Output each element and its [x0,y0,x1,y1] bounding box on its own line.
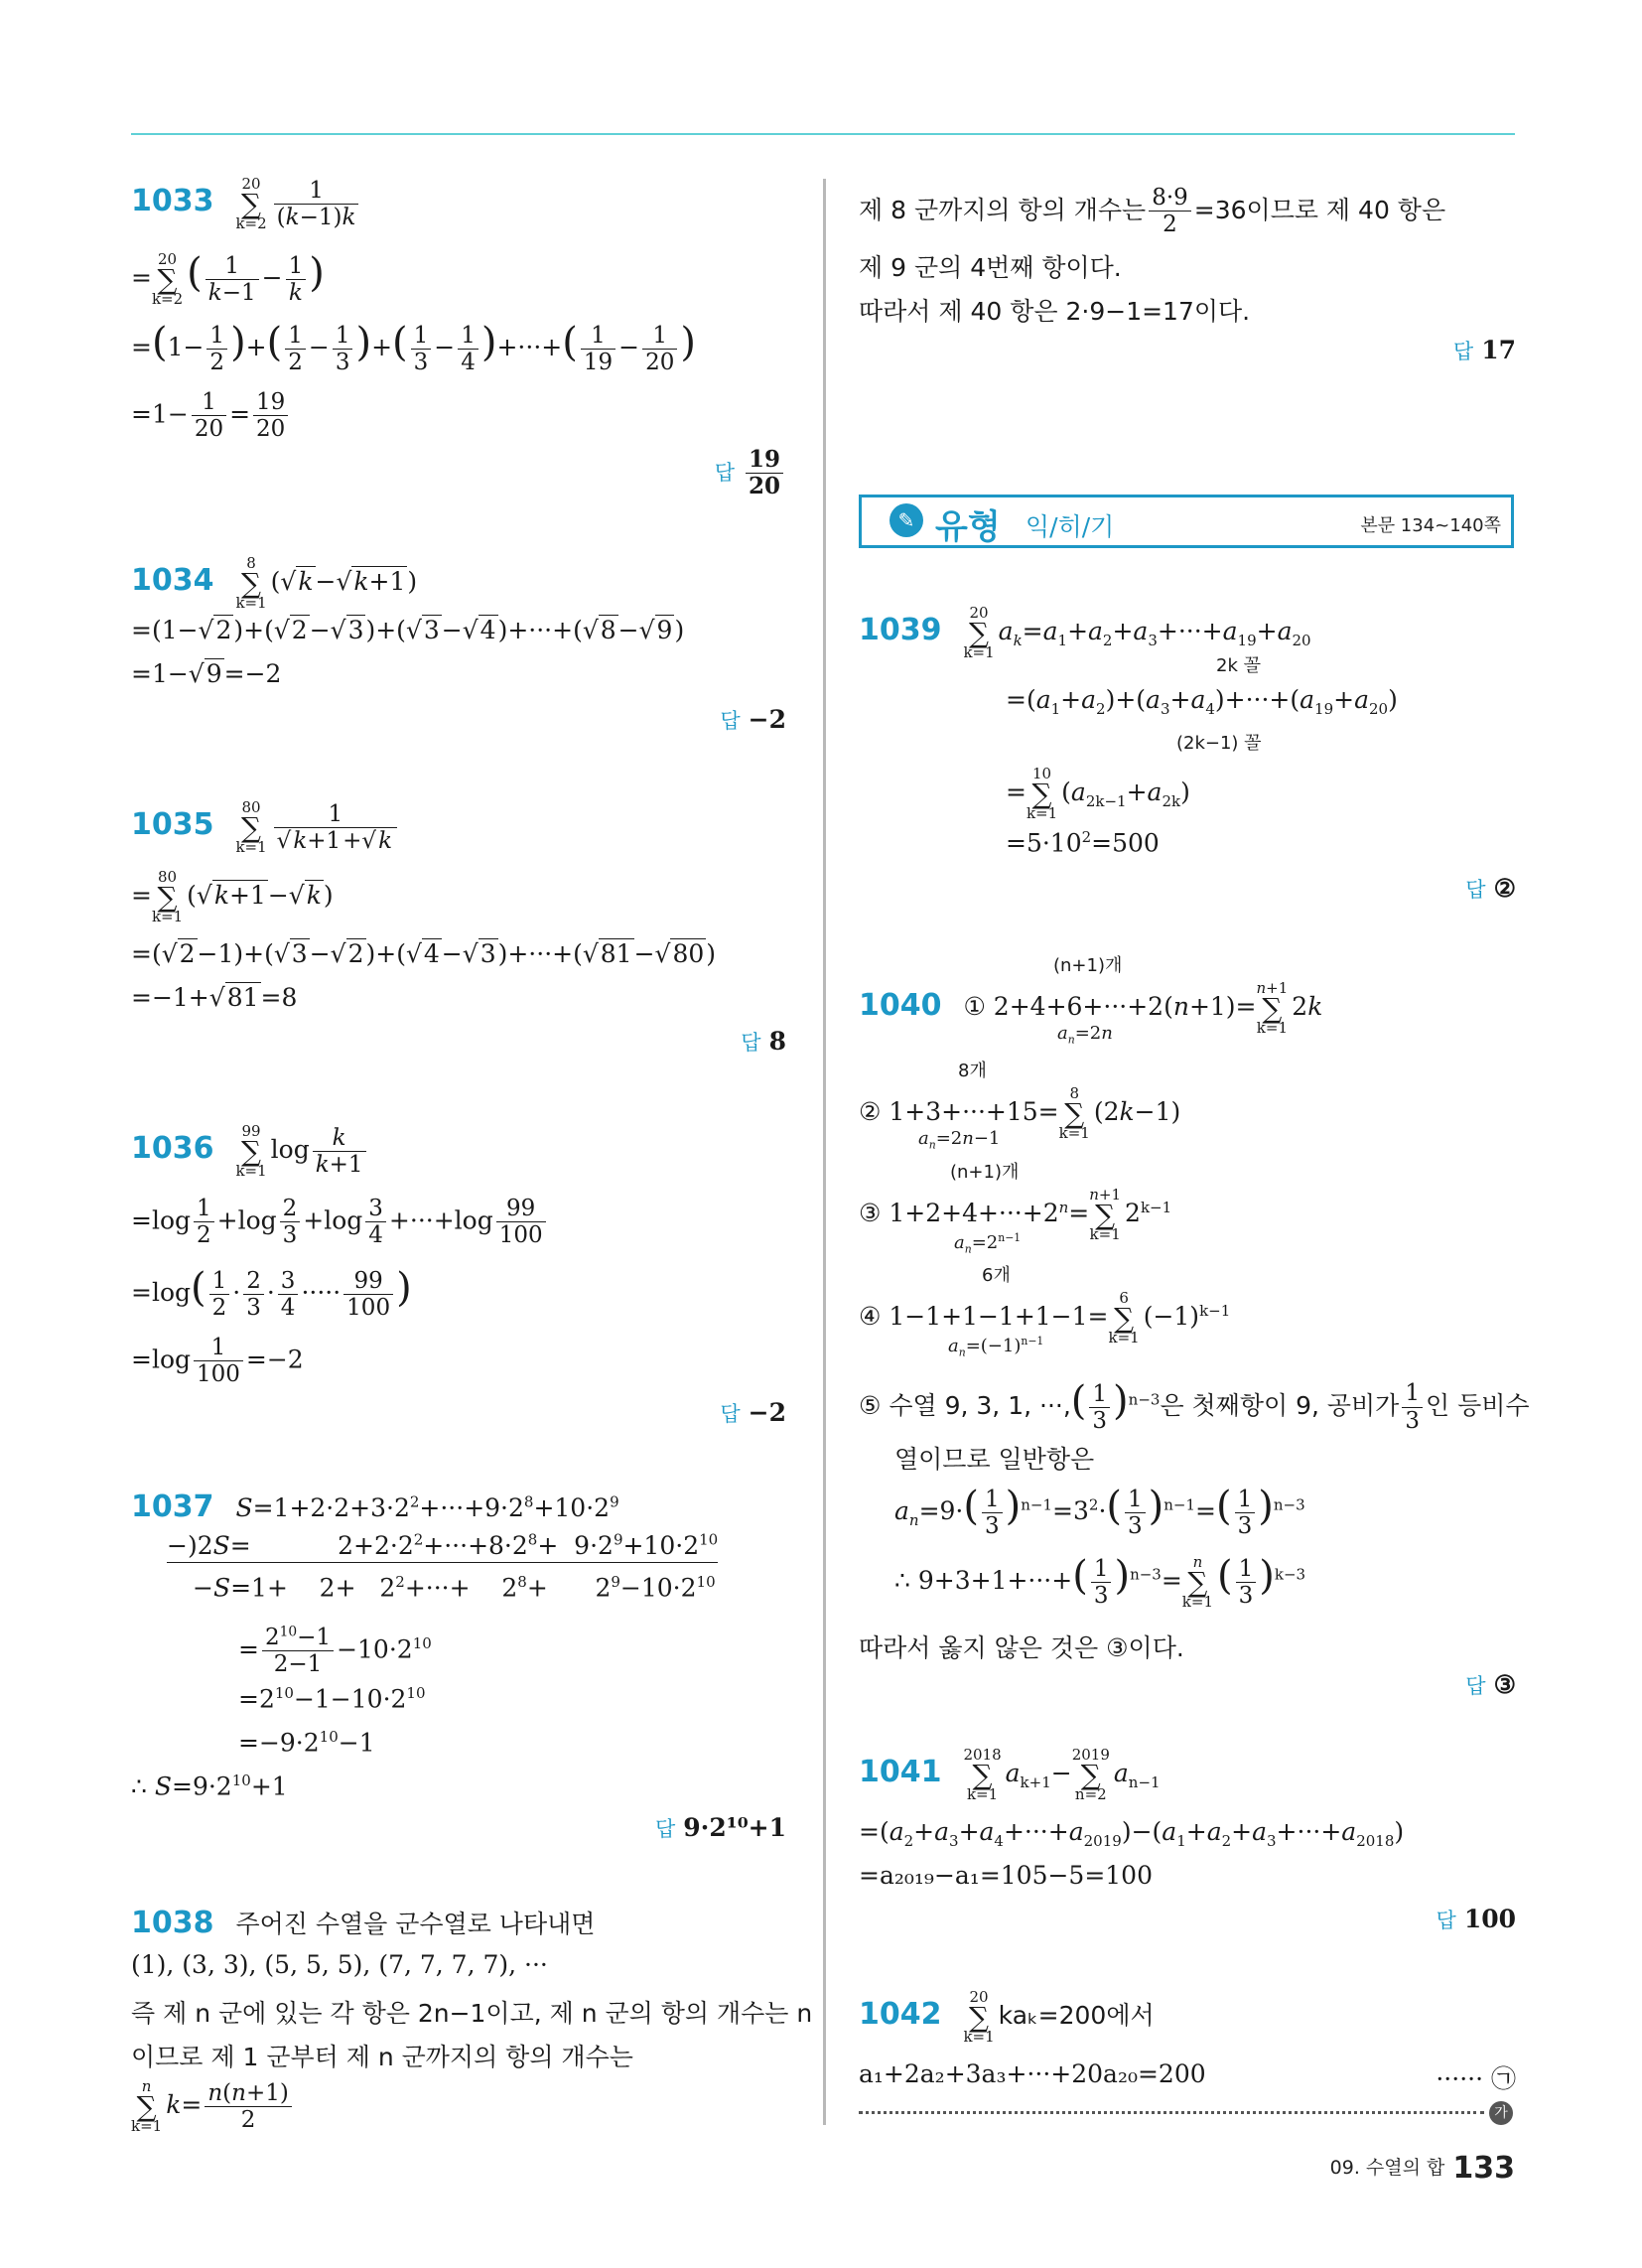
problem-1038-line4: 이므로 제 1 군부터 제 n 군까지의 항의 개수는 [131,2043,633,2071]
problem-1042-line2: a₁+2a₂+3a₃+···+20a₂₀=200 [859,2059,1206,2088]
page-number: 133 [1452,2151,1515,2186]
problem-1040-line8: ∴ 9+3+1+···+( $\frac{1}{3}$ )$^{n-3}$=n ∑ k=1( $\frac{1}{3}$ )$^{k-3}$ [894,1552,1306,1612]
problem-1034-line1: 1034 8 ∑ k=1(√k−√k+1) [131,554,418,613]
answer-1034: 답 −2 [720,705,786,734]
problem-1033-line2: =20 ∑ k=2( $\frac{1}{k-1}$ − $\frac{1}{k}$ ) [131,249,325,309]
equation-marker: ······ ㉠ [1436,2064,1516,2093]
problem-1037-line4: = $\frac{2^{10}-1}{2-1}$ $-10\cdot 2^{10}$ [238,1624,432,1678]
problem-1036-line1: 1036 99 ∑ k=1log $\frac{k}{k+1}$ [131,1124,369,1179]
problem-number: 1042 [859,1997,942,2033]
problem-1040-line6: 열이므로 일반항은 [894,1445,1095,1474]
problem-1037-line7: ∴ $S=9\cdot 2^{10}+1$ [131,1772,288,1801]
problem-1039-line3: =10 ∑ $k=1(a_{2k-1}+a_{2k})$ [1006,765,1190,823]
problem-1033-line1: 1033 20 ∑ k=2 $\frac{1}{(k-1)k}$ [131,177,361,231]
problem-1035-line2: =80 ∑ k=1(√k+1−√k) [131,868,334,926]
column-divider [823,179,826,2125]
answer-1040: 답 ③ [1465,1670,1516,1699]
problem-1035-line4: =−1+√81=8 [131,983,298,1012]
term-label-4: $a_n=(-1)^{n-1}$ [948,1335,1044,1359]
problem-1040-conclusion: 따라서 옳지 않은 것은 ③이다. [859,1633,1184,1662]
brace-label-odd: (2k−1) 꼴 [1176,733,1262,754]
problem-1040-line4: ④ 1−1+1−1+1−1=6 ∑ $k=1(-1)^{k-1}$ [859,1289,1231,1347]
problem-1040-line3: ③ $1+2+4+\cdot\cdot\cdot+2^n=n+1$ ∑ $k=12^{k-1}$ [859,1186,1172,1244]
problem-1038-line5: n ∑ k=1k= $\frac{n(n+1)}{2}$ [131,2079,295,2134]
problem-number: 1033 [131,184,214,219]
chapter-title: 09. 수열의 합 [1329,2157,1445,2179]
answer-1033: 답 $\frac{19}{20}$ [715,447,786,500]
term-label-1: $a_n=2n$ [1057,1023,1113,1047]
answer-1036: 답 −2 [720,1398,786,1427]
top-rule [131,133,1515,135]
problem-number: 1036 [131,1131,214,1167]
answer-1041: 답 100 [1436,1905,1516,1933]
count-label-4: 6개 [982,1265,1011,1286]
term-label-3: $a_n=2^{n-1}$ [954,1231,1022,1256]
answer-1035: 답 8 [741,1027,786,1056]
problem-1035-line1: 1035 80 ∑ k=1 $\frac{1}{√k+1+√k}$ [131,800,400,855]
problem-1039-line1: 1039 20 ∑ $k=1a_k=a_1+a_2+a_3+\cdot\cdot\cdot+a_{19}+a_{20}$ [859,604,1311,662]
problem-1040-line1: 1040 ① 2+4+6+···+2(n+1)=n+1 ∑ k=12k [859,979,1323,1038]
problem-number: 1034 [131,563,214,599]
problem-1037-line2: −)2S= $2+2\cdot 2^2+\cdot\cdot\cdot+8\cdot 2^8+ 9\cdot 2^9+10\cdot 2^{10}$ [167,1531,718,1560]
problem-1041-line1: 1041 2018 ∑ $k=1a_{k+1}-2019$ ∑ $n=2a_{n-1}$ [859,1746,1161,1804]
problem-1037-line6: $=-9\cdot 2^{10}-1$ [238,1728,375,1758]
problem-1033-line4: =1− $\frac{1}{20}$ = $\frac{19}{20}$ [131,389,291,443]
problem-1035-line3: =(√2−1)+(√3−√2)+(√4−√3)+···+(√81−√80) [131,939,717,968]
problem-number: 1038 [131,1906,214,1940]
brace-label-even: 2k 꼴 [1216,655,1261,676]
problem-1042-line1: 1042 20 ∑ k=1kaₖ=200에서 [859,1988,1155,2047]
problem-number: 1041 [859,1755,942,1790]
problem-1036-line3: =log( $\frac{1}{2}$ · $\frac{2}{3}$ · $\frac{3}{4}$ ····· $\frac{99}{100}$ ) [131,1265,412,1321]
pencil-icon: ✎ [889,503,923,537]
dotted-divider [859,2111,1484,2114]
problem-1039-line2: $=(a_1+a_2)+(a_3+a_4)+\cdot\cdot\cdot+(a_{19}+a_{20})$ [1006,685,1398,718]
section-title: 유형 [935,507,1001,547]
problem-1037-line3: −S=1+ $2+ 2^2+\cdot\cdot\cdot+$ $2^8+$ $2^9-10\cdot 2^{10}$ [193,1573,716,1603]
problem-1038-line1: 1038 주어진 수열을 군수열로 나타내면 [131,1906,596,1940]
section-ref: 본문 134~140쪽 [1360,515,1501,536]
problem-1038-line2: (1), (3, 3), (5, 5, 5), (7, 7, 7, 7), ··· [131,1950,548,1979]
problem-number: 1040 [859,988,942,1024]
continue-marker-icon: 가 [1489,2101,1513,2125]
term-label-2: $a_n=2n-1$ [918,1128,1001,1152]
page-footer [1330,2151,1515,2186]
problem-1039-line4: $=5\cdot 10^2=500$ [1006,828,1160,858]
problem-1038-cont-line1: 제 8 군까지의 항의 개수는 $\frac{8\cdot 9}{2}$ =36이므로 제 40 항은 [859,185,1446,238]
problem-number: 1037 [131,1489,214,1524]
problem-number: 1039 [859,613,942,648]
count-label-3: (n+1)개 [950,1162,1020,1183]
problem-1040-line2: ② 1+3+···+15=8 ∑ k=1(2k−1) [859,1084,1181,1143]
problem-1041-line3: =a₂₀₁₉−a₁=105−5=100 [859,1861,1153,1890]
problem-1037-line1: 1037 $S=1+2\cdot 2+3\cdot 2^2+\cdot\cdot\cdot+9\cdot 2^8+10\cdot 2^9$ [131,1489,619,1524]
count-label-2: 8개 [958,1061,987,1081]
count-label-1: (n+1)개 [1053,955,1123,976]
answer-1037: 답 9·2¹⁰+1 [654,1813,786,1842]
problem-1040-line5: ⑤ 수열 9, 3, 1, ···,( $\frac{1}{3}$ )$^{n-3}$은 첫째항이 9, 공비가 $\frac{1}{3}$ 인 등비수 [859,1378,1530,1434]
problem-1036-line2: =log $\frac{1}{2}$ +log $\frac{2}{3}$ +log $\frac{3}{4}$ +···+log $\frac{99}{100}$ [131,1196,549,1249]
section-subtitle: 익/히/기 [1026,512,1115,541]
problem-number: 1035 [131,807,214,843]
problem-1033-line3: =(1− $\frac{1}{2}$ )+( $\frac{1}{2}$ − $\frac{1}{3}$ )+( $\frac{1}{3}$ − $\frac{1}{4}$ )+···+( $\frac{1}{19}$ − $\frac{1}{20}$ ) [131,320,696,375]
problem-1038-cont-line3: 따라서 제 40 항은 2·9−1=17이다. [859,297,1251,326]
answer-1038: 답 17 [1452,336,1516,364]
problem-1038-cont-line2: 제 9 군의 4번째 항이다. [859,253,1122,282]
problem-1037-line5: $=2^{10}-1-10\cdot 2^{10}$ [238,1684,426,1714]
problem-1034-line3: =1−√9=−2 [131,659,282,688]
problem-1034-line2: =(1−√2)+(√2−√3)+(√3−√4)+···+(√8−√9) [131,616,685,644]
problem-1041-line2: $=(a_2+a_3+a_4+\cdot\cdot\cdot+a_{2019})-(a_1+a_2+a_3+\cdot\cdot\cdot+a_{2018})$ [859,1817,1405,1850]
problem-1040-line7: $a_n=9\cdot$( $\frac{1}{3}$ )$^{n-1}=3^2\cdot$( $\frac{1}{3}$ )$^{n-1}$=( $\frac{1}{3}$ )$^{n-3}$ [894,1484,1305,1539]
section-header [859,495,1514,548]
problem-1038-line3: 즉 제 n 군에 있는 각 항은 2n−1이고, 제 n 군의 항의 개수는 n [131,1999,813,2028]
problem-1036-line4: =log $\frac{1}{100}$ =−2 [131,1335,304,1388]
answer-1039: 답 ② [1465,874,1516,903]
